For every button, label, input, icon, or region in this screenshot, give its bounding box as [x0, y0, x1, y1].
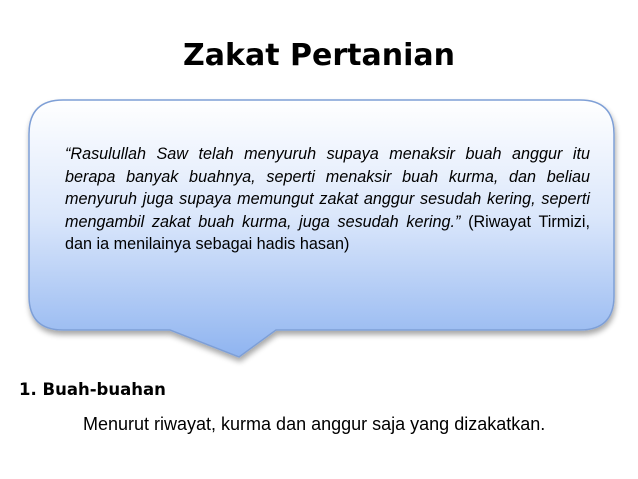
section-body: Menurut riwayat, kurma dan anggur saja yang dizakatkan.	[83, 414, 546, 434]
page-title: Zakat Pertanian	[183, 38, 455, 73]
quote-text: “Rasulullah Saw telah menyuruh supaya menaksir buah anggur itu berapa banyak buahnya, seperti menaksir buah kurma, dan beliau menyuruh juga supaya memungut zakat anggur sesudah kering, seperti mengambil zakat buah kurma, juga sesudah kering.”	[65, 145, 590, 231]
quote-source: (Riwayat Tirmizi, dan ia menilainya sebagai hadis hasan)	[65, 212, 590, 253]
hadith-quote	[65, 143, 590, 256]
section-heading: 1. Buah-buahan	[19, 380, 166, 399]
